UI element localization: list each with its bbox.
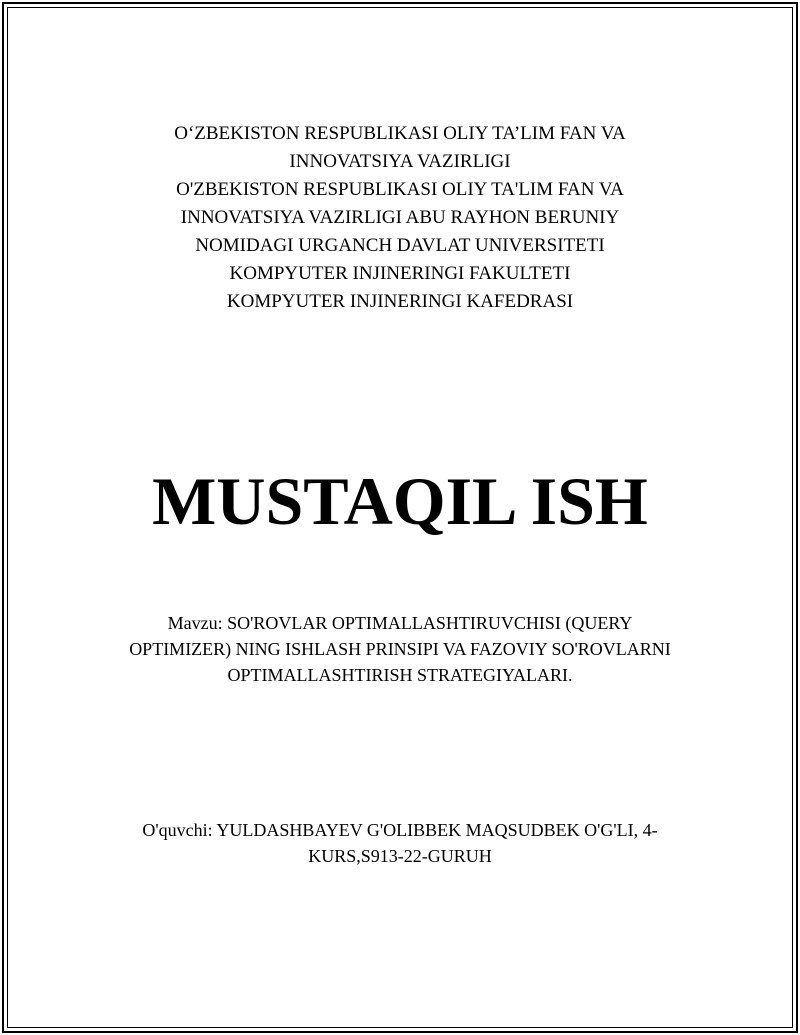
- student-section: [60, 817, 740, 869]
- topic-line: OPTIMALLASHTIRISH STRATEGIYALARI.: [227, 665, 573, 685]
- header-line: INNOVATSIYA VAZIRLIGI ABU RAYHON BERUNIY: [180, 207, 620, 228]
- topic-section: [60, 610, 740, 688]
- header-line: O'ZBEKISTON RESPUBLIKASI OLIY TA'LIM FAN VA: [176, 179, 624, 200]
- student-line: O'quvchi: YULDASHBAYEV G'OLIBBEK MAQSUDBEK O'G'LI, 4-: [142, 820, 658, 840]
- header-line: KOMPYUTER INJINERINGI KAFEDRASI: [226, 291, 574, 312]
- student-line: KURS,S913-22-GURUH: [308, 846, 492, 866]
- header-line: KOMPYUTER INJINERINGI FAKULTETI: [229, 263, 571, 284]
- header-line: INNOVATSIYA VAZIRLIGI: [289, 151, 511, 172]
- institution-header: [60, 120, 740, 316]
- document-title: MUSTAQIL ISH: [152, 463, 648, 539]
- header-line: O‘ZBEKISTON RESPUBLIKASI OLIY TA’LIM FAN VA: [174, 123, 626, 144]
- topic-line: OPTIMIZER) NING ISHLASH PRINSIPI VA FAZOVIY SO'ROVLARNI: [129, 639, 671, 659]
- header-line: NOMIDAGI URGANCH DAVLAT UNIVERSITETI: [195, 235, 605, 256]
- topic-line: Mavzu: SO'ROVLAR OPTIMALLASHTIRUVCHISI (QUERY: [167, 613, 633, 633]
